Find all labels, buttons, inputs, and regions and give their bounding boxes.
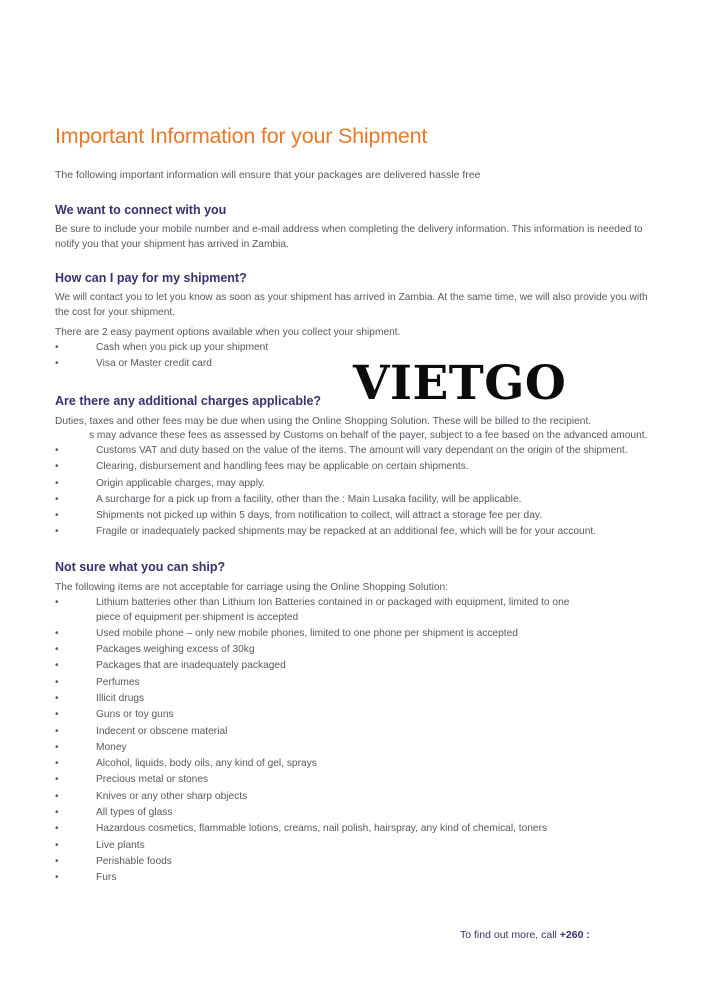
list-item — [55, 855, 595, 870]
list-item-text: All types of glass — [96, 807, 173, 819]
list-item — [55, 444, 630, 459]
bullet-icon: • — [55, 855, 59, 867]
list-item-text: Fragile or inadequately packed shipments may be repacked at an additional fee, which will be for your account. — [96, 526, 597, 538]
list-item — [55, 659, 595, 674]
pay-options-intro: There are 2 easy payment options available when you collect your shipment. — [55, 327, 401, 338]
list-item-text: Lithium batteries other than Lithium Ion Batteries contained in or packaged with equipment, limited to one piece of equipment per shipment is accepted — [96, 597, 570, 623]
charges-line-2: s may advance these fees as assessed by Customs on behalf of the payer, subject to a fee based on the advanced amount. — [89, 430, 648, 441]
list-item — [55, 509, 630, 524]
list-item-text: Precious metal or stones — [96, 774, 209, 786]
list-item-text: Origin applicable charges, may apply. — [96, 477, 266, 489]
bullet-icon: • — [55, 445, 59, 456]
list-item — [55, 839, 595, 854]
list-item — [55, 525, 630, 540]
connect-heading: We want to connect with you — [55, 203, 227, 217]
list-item-text: Customs VAT and duty based on the value of the items. The amount will vary dependant on the origin of the shipment. — [96, 445, 628, 456]
bullet-icon: • — [55, 644, 59, 656]
prohibited-items-list — [55, 596, 595, 888]
bullet-icon: • — [55, 597, 59, 608]
bullet-icon: • — [55, 790, 59, 802]
list-item-text: Packages that are inadequately packaged — [96, 660, 286, 672]
bullet-icon: • — [55, 692, 59, 704]
list-item-text: Knives or any other sharp objects — [96, 790, 248, 802]
list-item-text: Hazardous cosmetics, flammable lotions, creams, nail polish, hairspray, any kind of chemical, toners — [96, 823, 548, 835]
list-item-text: Alcohol, liquids, body oils, any kind of gel, sprays — [96, 758, 317, 770]
list-item — [55, 806, 595, 821]
list-item — [55, 596, 595, 625]
list-item — [55, 493, 630, 508]
vietgo-logo-watermark: VIETGO — [353, 356, 567, 411]
list-item-text: Perishable foods — [96, 855, 172, 867]
footer-phone: +260 : — [559, 929, 590, 941]
list-item-text: Furs — [96, 872, 117, 884]
connect-body: Be sure to include your mobile number and e-mail address when completing the delivery information. This information is needed to notify you that your shipment has arrived in Zambia. — [55, 224, 643, 250]
bullet-icon: • — [55, 774, 59, 786]
bullet-icon: • — [55, 839, 59, 851]
bullet-icon: • — [55, 660, 59, 672]
ship-intro: The following items are not acceptable for carriage using the Online Shopping Solution: — [55, 582, 449, 593]
list-item — [55, 790, 595, 805]
charges-heading: Are there any additional charges applicable? — [55, 394, 322, 408]
ship-heading: Not sure what you can ship? — [55, 560, 226, 574]
bullet-icon: • — [55, 358, 59, 370]
bullet-icon: • — [55, 823, 59, 835]
charges-line-1: Duties, taxes and other fees may be due when using the Online Shopping Solution. These will be billed to the recipient. — [55, 416, 592, 427]
page-title: Important Information for your Shipment — [55, 124, 428, 148]
list-item-text: Money — [96, 741, 127, 753]
list-item-text: Visa or Master credit card — [96, 358, 212, 370]
pay-heading: How can I pay for my shipment? — [55, 271, 247, 285]
bullet-icon: • — [55, 461, 59, 473]
list-item — [55, 757, 595, 772]
list-item-text: Cash when you pick up your shipment — [96, 342, 269, 353]
list-item-text: Illicit drugs — [96, 692, 145, 704]
charges-list — [55, 444, 630, 542]
footer-text: To find out more, call — [460, 929, 560, 941]
pay-body: We will contact you to let you know as soon as your shipment has arrived in Zambia. At the same time, we will also provide you with the cost for your shipment. — [55, 292, 648, 318]
footer-contact — [460, 929, 590, 941]
bullet-icon: • — [55, 627, 59, 639]
list-item — [55, 741, 595, 756]
bullet-icon: • — [55, 741, 59, 753]
list-item — [55, 822, 595, 837]
bullet-icon: • — [55, 510, 59, 522]
list-item — [55, 692, 595, 707]
list-item — [55, 643, 595, 658]
bullet-icon: • — [55, 493, 59, 505]
list-item-text: Indecent or obscene material — [96, 725, 228, 737]
bullet-icon: • — [55, 526, 59, 538]
bullet-icon: • — [55, 709, 59, 721]
list-item — [55, 627, 595, 642]
list-item — [55, 773, 595, 788]
bullet-icon: • — [55, 725, 59, 737]
list-item-text: Clearing, disbursement and handling fees may be applicable on certain shipments. — [96, 461, 469, 473]
bullet-icon: • — [55, 807, 59, 819]
bullet-icon: • — [55, 676, 59, 688]
list-item — [55, 871, 595, 886]
list-item — [55, 477, 630, 492]
list-item-text: Guns or toy guns — [96, 709, 174, 721]
list-item-text: Packages weighing excess of 30kg — [96, 644, 255, 656]
list-item-text: Perfumes — [96, 676, 140, 688]
list-item — [55, 676, 595, 691]
bullet-icon: • — [55, 342, 59, 353]
list-item-text: Live plants — [96, 839, 145, 851]
list-item-text: A surcharge for a pick up from a facility, other than the : Main Lusaka facility, will be applicable. — [96, 493, 522, 505]
list-item — [55, 341, 630, 356]
bullet-icon: • — [55, 872, 59, 884]
bullet-icon: • — [55, 477, 59, 489]
list-item-text: Used mobile phone – only new mobile phones, limited to one phone per shipment is accepted — [96, 627, 518, 639]
list-item — [55, 708, 595, 723]
list-item — [55, 725, 595, 740]
intro-text: The following important information will ensure that your packages are delivered hassle free — [55, 169, 481, 181]
bullet-icon: • — [55, 758, 59, 770]
list-item-text: Shipments not picked up within 5 days, from notification to collect, will attract a storage fee per day. — [96, 510, 543, 522]
list-item — [55, 460, 630, 475]
